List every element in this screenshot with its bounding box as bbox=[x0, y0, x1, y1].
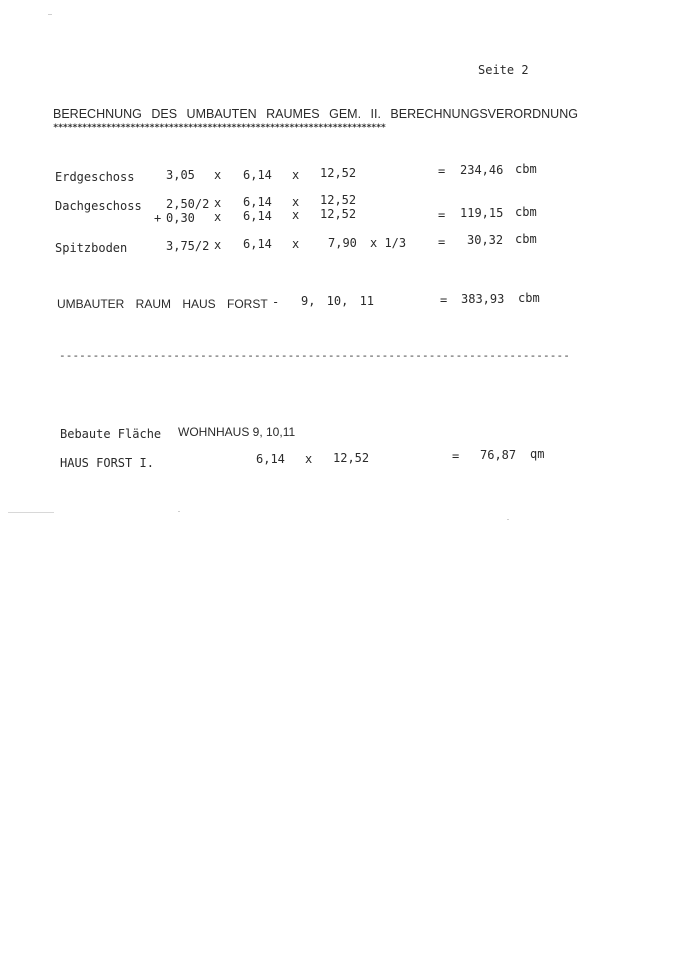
row-operator: x bbox=[292, 168, 300, 182]
row-operator: x bbox=[292, 237, 300, 251]
row-factor-a: 2,50/2 bbox=[166, 197, 210, 211]
row-operator: x bbox=[214, 210, 222, 224]
row-equals: = bbox=[438, 235, 446, 249]
scan-speck bbox=[507, 519, 509, 520]
page-number: Seite 2 bbox=[478, 63, 529, 77]
total-dash: - bbox=[272, 295, 280, 309]
row-label: Spitzboden bbox=[55, 241, 128, 255]
scan-speck bbox=[8, 512, 54, 513]
row-factor-b: 6,14 bbox=[243, 168, 272, 182]
scan-speck bbox=[178, 511, 180, 512]
total-equals: = bbox=[440, 293, 448, 307]
row-unit: cbm bbox=[515, 162, 537, 176]
row-factor-c: 12,52 bbox=[320, 193, 357, 207]
row-factor-b: 6,14 bbox=[243, 237, 272, 251]
document-heading: BERECHNUNG DES UMBAUTEN RAUMES GEM. II. BERECHNUNGSVERORDNUNG bbox=[53, 107, 578, 121]
total-label: UMBAUTER RAUM HAUS FORST bbox=[57, 297, 268, 311]
row-operator: x bbox=[214, 168, 222, 182]
area-operator: x bbox=[305, 452, 313, 466]
section-divider: ---------------------------------------------------------------------------- bbox=[59, 349, 570, 362]
row-label: Dachgeschoss bbox=[55, 199, 142, 213]
total-house-numbers: 9, 10, 11 bbox=[301, 294, 375, 308]
row-result: 30,32 bbox=[467, 233, 504, 247]
heading-underline-stars: ********************************************************************* bbox=[53, 123, 386, 133]
scan-speck bbox=[48, 14, 52, 15]
row-equals: = bbox=[438, 164, 446, 178]
area-unit: qm bbox=[530, 447, 545, 461]
row-extra-factor: x 1/3 bbox=[370, 236, 407, 250]
row-factor-c: 12,52 bbox=[320, 166, 357, 180]
row-operator: x bbox=[214, 196, 222, 210]
row-equals: = bbox=[438, 208, 446, 222]
area-factor-b: 12,52 bbox=[333, 451, 370, 465]
row-operator: x bbox=[292, 208, 300, 222]
area-factor-a: 6,14 bbox=[256, 452, 285, 466]
area-title-prefix: Bebaute Fläche bbox=[60, 427, 162, 441]
row-unit: cbm bbox=[515, 205, 537, 219]
row-unit: cbm bbox=[515, 232, 537, 246]
area-title-main: WOHNHAUS 9, 10,11 bbox=[178, 425, 296, 439]
row-factor-c: 12,52 bbox=[320, 207, 357, 221]
row-factor-a: 3,05 bbox=[166, 168, 195, 182]
row-factor-b: 6,14 bbox=[243, 195, 272, 209]
total-unit: cbm bbox=[518, 291, 540, 305]
area-result: 76,87 bbox=[480, 448, 517, 462]
row-label: Erdgeschoss bbox=[55, 170, 135, 184]
row-factor-a: 3,75/2 bbox=[166, 239, 210, 253]
row-operator: x bbox=[214, 238, 222, 252]
row-factor-c: 7,90 bbox=[328, 236, 357, 250]
area-equals: = bbox=[452, 449, 460, 463]
row-factor-a: 0,30 bbox=[166, 211, 195, 225]
row-result: 119,15 bbox=[460, 206, 504, 220]
row-prefix: + bbox=[154, 211, 162, 225]
row-operator: x bbox=[292, 195, 300, 209]
row-result: 234,46 bbox=[460, 163, 504, 177]
row-factor-b: 6,14 bbox=[243, 209, 272, 223]
total-result: 383,93 bbox=[461, 292, 505, 306]
area-line-label: HAUS FORST I. bbox=[60, 456, 154, 470]
